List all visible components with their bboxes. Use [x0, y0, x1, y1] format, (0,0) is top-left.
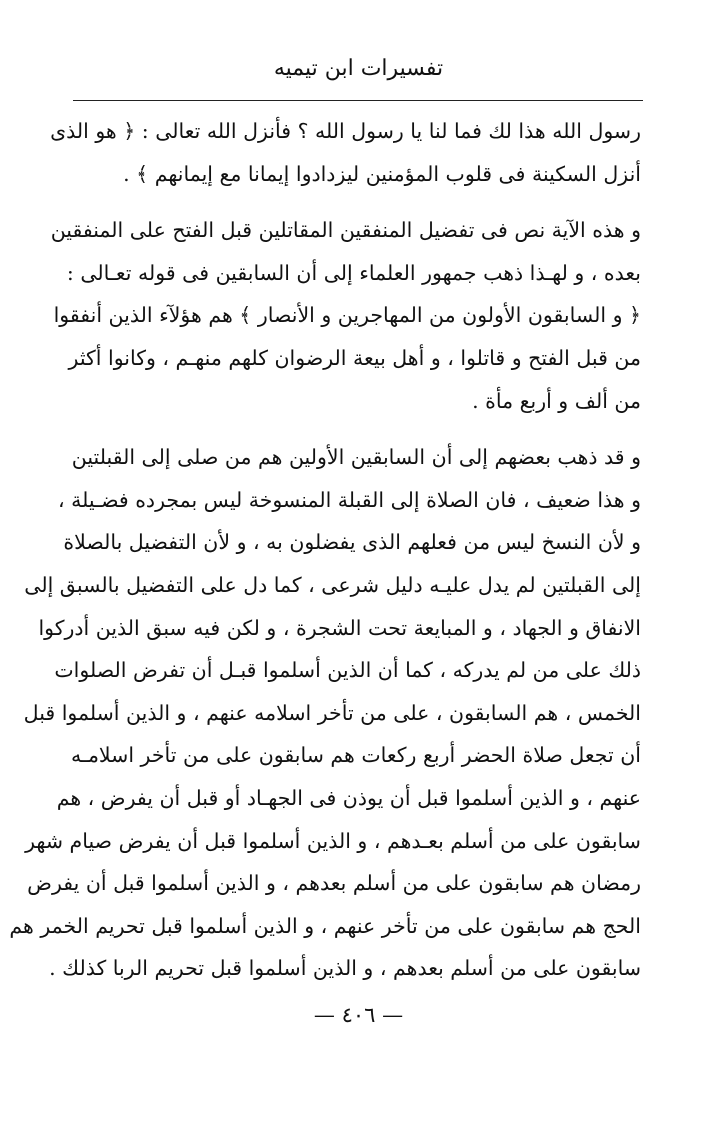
text-line: ذلك على من لم يدركه ، كما أن الذين أسلموا قبـل أن تفرض الصلوات — [54, 658, 641, 683]
paragraph — [50, 209, 641, 422]
text-line: و هذه الآية نص فى تفضيل المنفقين المقاتلين قبل الفتح على المنفقين — [50, 218, 641, 243]
text-line: الانفاق و الجهاد ، و المبايعة تحت الشجرة ، و لكن فيه سبق الذين أدركوا — [38, 615, 641, 640]
text-line: من قبل الفتح و قاتلوا ، و أهل بيعة الرضوان كلهم منهـم ، وكانوا أكثر — [68, 345, 641, 370]
text-line: رسول الله هذا لك فما لنا يا رسول الله ؟ فأنزل الله تعالى : ﴿ هو الذى — [50, 119, 641, 143]
text-line: و هذا ضعيف ، فان الصلاة إلى القبلة المنسوخة ليس بمجرده فضـيلة ، — [58, 487, 641, 512]
text-line: بعده ، و لهـذا ذهب جمهور العلماء إلى أن السابقين فى قوله تعـالى : — [66, 260, 641, 285]
text-line: إلى القبلتين لم يدل عليـه دليل شرعى ، كما دل على التفضيل بالسبق إلى — [24, 572, 641, 597]
paragraph — [50, 110, 641, 195]
text-line: سابقون على من أسلم بعـدهم ، و الذين أسلموا قبل أن يفرض صيام شهر — [25, 828, 641, 853]
page-number: — ٤٠٦ — — [313, 1003, 404, 1027]
text-line: و لأن النسخ ليس من فعلهم الذى يفضلون به ، و لأن التفضيل بالصلاة — [63, 530, 641, 555]
text-line: سابقون على من أسلم بعدهم ، و الذين أسلموا قبل تحريم الربا كذلك . — [49, 956, 641, 981]
text-line: و قد ذهب بعضهم إلى أن السابقين الأولين هم من صلى إلى القبلتين — [71, 445, 641, 470]
paragraph-gap — [75, 195, 641, 209]
text-line: الحج هم سابقون على من تأخر عنهم ، و الذين أسلموا قبل تحريم الخمر هم — [9, 913, 641, 938]
paragraph-gap — [75, 422, 641, 436]
text-line: رمضان هم سابقون على من أسلم بعدهم ، و الذين أسلموا قبل أن يفرض — [27, 871, 641, 896]
paragraph — [9, 436, 641, 990]
text-line: من ألف و أربع مأة . — [472, 388, 641, 413]
header-rule — [73, 100, 643, 101]
text-line: أن تجعل صلاة الحضر أربع ركعات هم سابقون على من تأخر اسلامـه — [70, 743, 641, 768]
text-line: أنزل السكينة فى قلوب المؤمنين ليزدادوا إيمانا مع إيمانهم ﴾ . — [123, 161, 641, 186]
text-line: عنهم ، و الذين أسلموا قبل أن يوذن فى الجهـاد أو قبل أن يفرض ، هم — [56, 785, 641, 810]
text-line: الخمس ، هم السابقون ، على من تأخر اسلامه عنهم ، و الذين أسلموا قبل — [23, 700, 641, 725]
running-head-title: تفسيرات ابن تيميه — [273, 56, 444, 81]
page-body — [9, 110, 641, 990]
text-line: ﴿ و السابقون الأولون من المهاجرين و الأنصار ﴾ هم هؤلآء الذين أنفقوا — [53, 303, 641, 328]
